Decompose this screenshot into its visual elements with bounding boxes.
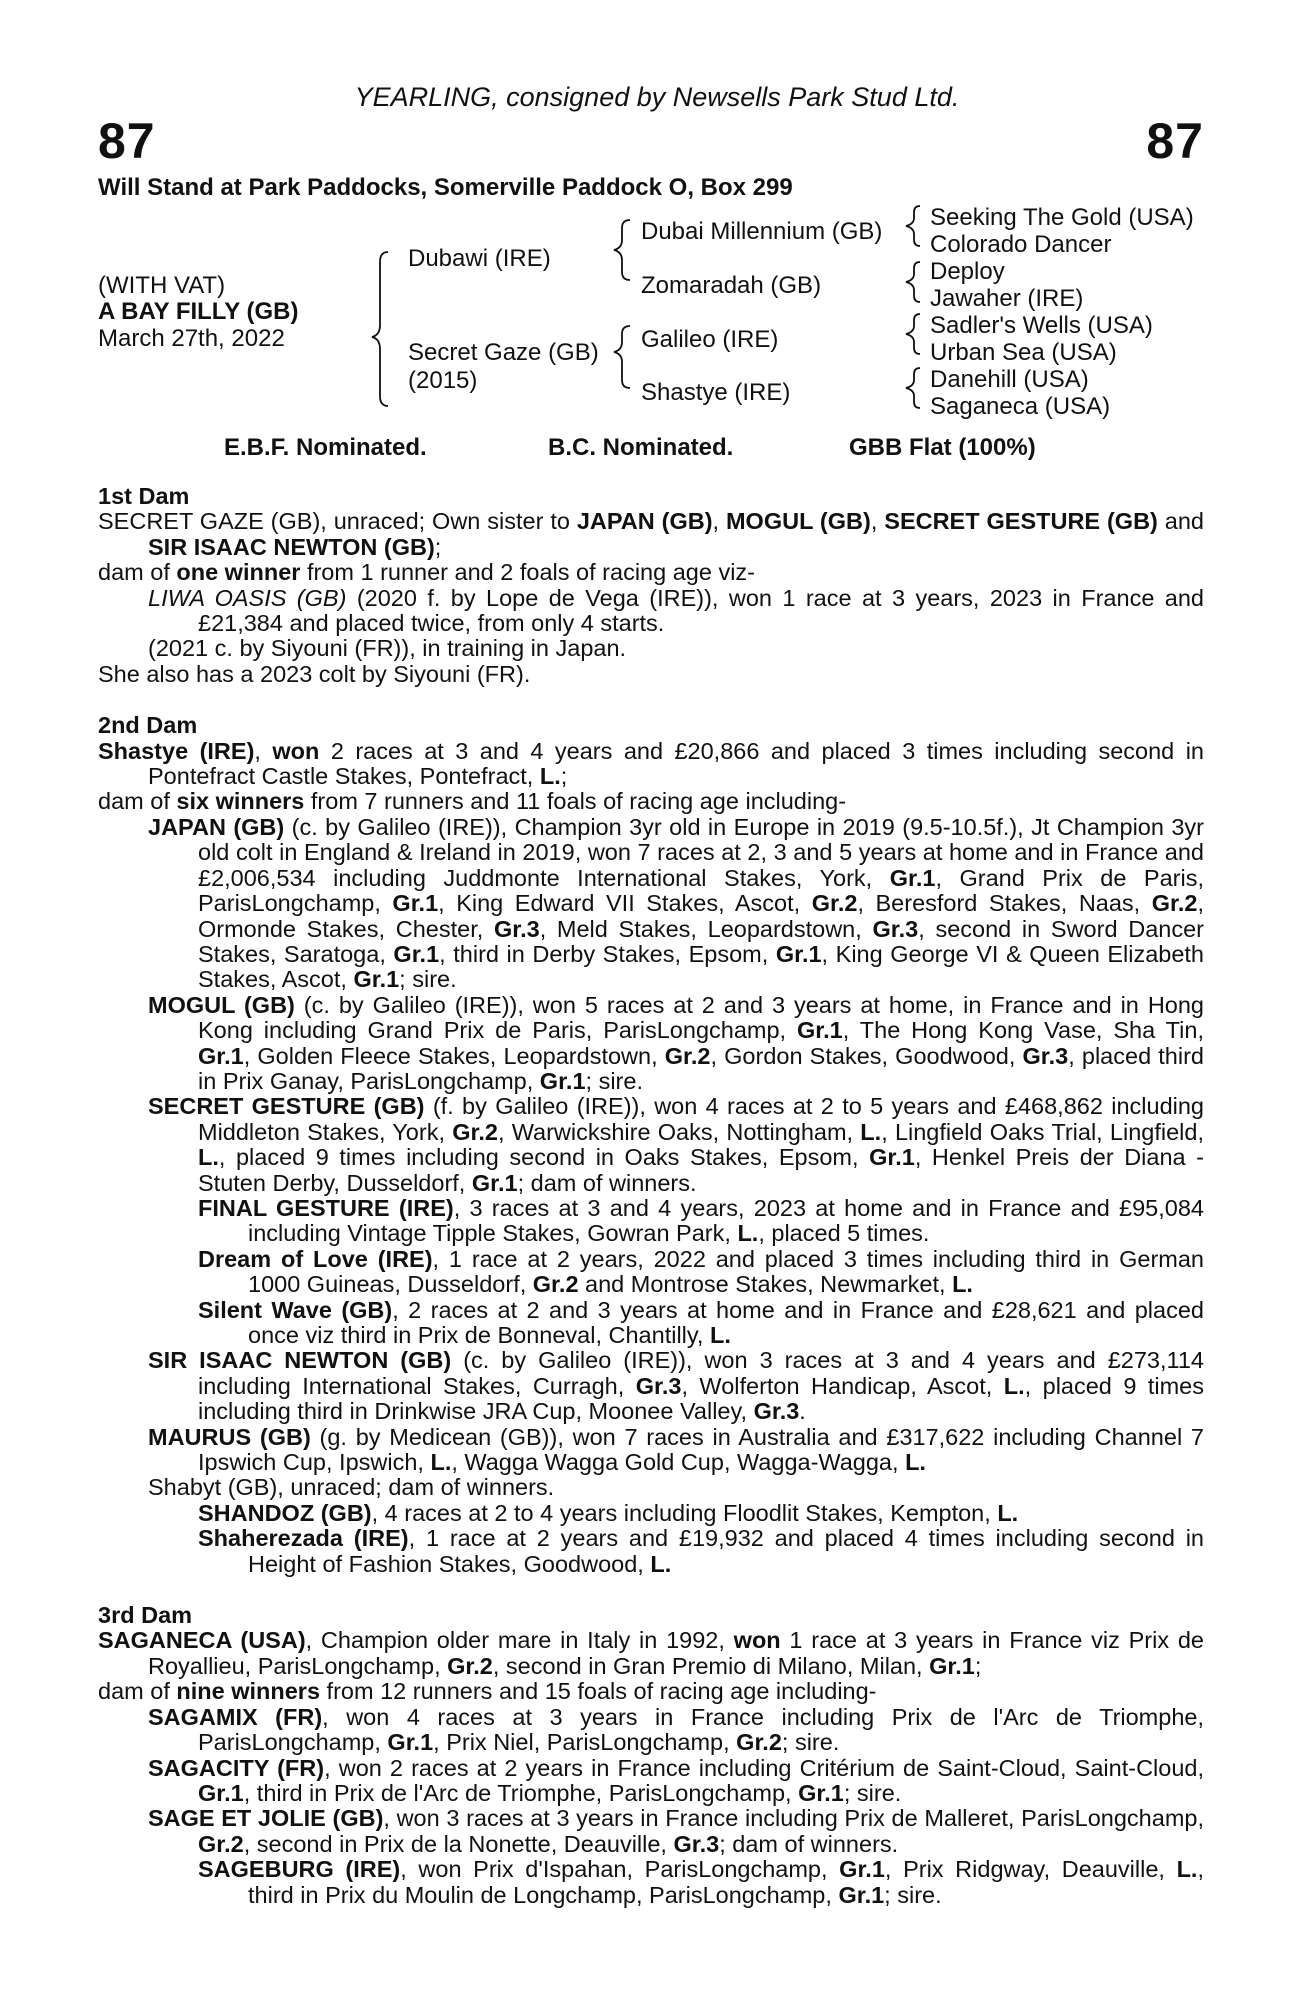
produce-shabyt: Shabyt (GB), unraced; dam of winners.	[148, 1474, 555, 1501]
produce-shaherezada: Shaherezada (IRE), 1 race at 2 years and £19,932 and placed 4 times including second in Height of Fashion Stakes, Goodwood, L.	[198, 1525, 1205, 1577]
first-dam-produce-2021: (2021 c. by Siyouni (FR)), in training in Japan.	[148, 635, 627, 662]
pedigree-sdd: Jawaher (IRE)	[930, 285, 1084, 312]
third-dam-intro: SAGANECA (USA), Champion older mare in Italy in 1992, won 1 race at 3 years in France viz Prix de Royallieu, ParisLongchamp, Gr.2, second in Gran Premio di Milano, Milan, Gr.1;	[98, 1627, 1204, 1679]
horse-name: A BAY FILLY (GB)	[98, 298, 299, 325]
produce-sage-et-jolie: SAGE ET JOLIE (GB), won 3 races at 3 years in France including Prix de Malleret, ParisLongchamp, Gr.2, second in Prix de la Nonette, Deauville, Gr.3; dam of winners.	[148, 1805, 1204, 1857]
first-dam-produce-2023: She also has a 2023 colt by Siyouni (FR).	[98, 660, 531, 687]
pedigree-dam-dam: Shastye (IRE)	[641, 379, 791, 406]
ebf-nomination: E.B.F. Nominated.	[224, 434, 427, 461]
produce-maurus: MAURUS (GB) (g. by Medicean (GB)), won 7 races in Australia and £317,622 including Channel 7 Ipswich Cup, Ipswich, L., Wagga Wagga Gold Cup, Wagga-Wagga, L.	[148, 1423, 1204, 1476]
produce-sagamix: SAGAMIX (FR), won 4 races at 3 years in France including Prix de l'Arc de Triomphe, ParisLongchamp, Gr.1, Prix Niel, ParisLongchamp, Gr.2; sire.	[148, 1703, 1204, 1756]
third-dam-heading: 3rd Dam	[98, 1602, 193, 1629]
second-dam-intro: Shastye (IRE), won 2 races at 3 and 4 years and £20,866 and placed 3 times including second in Pontefract Castle Stakes, Pontefract, L.;	[98, 737, 1204, 790]
pedigree-sire-sire: Dubai Millennium (GB)	[641, 218, 883, 245]
catalogue-subtitle: YEARLING, consigned by Newsells Park Stud Ltd.	[354, 82, 960, 112]
first-dam-heading: 1st Dam	[98, 483, 190, 509]
produce-japan: JAPAN (GB) (c. by Galileo (IRE)), Champion 3yr old in Europe in 2019 (9.5-10.5f.), Jt Champion 3yr old colt in England & Ireland in 2019, won 7 races at 2, 3 and 5 years at home and in France and £2,006,534 including Juddmonte International Stakes, York, Gr.1, Grand Prix de Paris, ParisLongchamp, Gr.1, King Edward VII Stakes, Ascot, Gr.2, Beresford Stakes, Naas, Gr.2, Ormonde Stakes, Chester, Gr.3, Meld Stakes, Leopardstown, Gr.3, second in Sword Dancer Stakes, Saratoga, Gr.1, third in Derby Stakes, Epsom, Gr.1, King George VI & Queen Elizabeth Stakes, Ascot, Gr.1; sire.	[148, 813, 1205, 993]
pedigree-dds: Danehill (USA)	[930, 366, 1089, 393]
catalogue-body	[98, 484, 1204, 1908]
second-dam-produce-summary: dam of six winners from 7 runners and 11 foals of racing age including-	[98, 788, 847, 815]
pedigree-ssd: Colorado Dancer	[930, 231, 1112, 258]
produce-sagacity: SAGACITY (FR), won 2 races at 2 years in France including Critérium de Saint-Cloud, Saint-Cloud, Gr.1, third in Prix de l'Arc de Triomphe, ParisLongchamp, Gr.1; sire.	[148, 1754, 1204, 1806]
stable-location: Will Stand at Park Paddocks, Somerville Paddock O, Box 299	[98, 174, 793, 201]
lot-number-right: 87	[1146, 113, 1204, 169]
pedigree-dss: Sadler's Wells (USA)	[930, 312, 1153, 339]
produce-mogul: MOGUL (GB) (c. by Galileo (IRE)), won 5 races at 2 and 3 years at home, in France and in Hong Kong including Grand Prix de Paris, ParisLongchamp, Gr.1, The Hong Kong Vase, Sha Tin, Gr.1, Golden Fleece Stakes, Leopardstown, Gr.2, Gordon Stakes, Goodwood, Gr.3, placed third in Prix Ganay, ParisLongchamp, Gr.1; sire.	[148, 991, 1204, 1094]
produce-final-gesture: FINAL GESTURE (IRE), 3 races at 3 and 4 years, 2023 at home and in France and £95,084 including Vintage Tipple Stakes, Gowran Park, L., placed 5 times.	[198, 1194, 1204, 1247]
vat-note: (WITH VAT)	[98, 272, 226, 299]
produce-shandoz: SHANDOZ (GB), 4 races at 2 to 4 years including Floodlit Stakes, Kempton, L.	[198, 1499, 1019, 1526]
pedigree-dam-sire: Galileo (IRE)	[641, 326, 779, 353]
produce-secret-gesture: SECRET GESTURE (GB) (f. by Galileo (IRE)), won 4 races at 2 to 5 years and £468,862 including Middleton Stakes, York, Gr.2, Warwickshire Oaks, Nottingham, L., Lingfield Oaks Trial, Lingfield, L., placed 9 times including second in Oaks Stakes, Epsom, Gr.1, Henkel Preis der Diana - Stuten Derby, Dusseldorf, Gr.1; dam of winners.	[148, 1093, 1204, 1196]
pedigree-dsd: Urban Sea (USA)	[930, 339, 1117, 366]
pedigree-ddd: Saganeca (USA)	[930, 393, 1111, 420]
pedigree-dam-year: (2015)	[408, 367, 478, 394]
gbb-flat: GBB Flat (100%)	[849, 434, 1036, 461]
produce-sir-isaac-newton: SIR ISAAC NEWTON (GB) (c. by Galileo (IRE)), won 3 races at 3 and 4 years and £273,114 including International Stakes, Curragh, Gr.3, Wolferton Handicap, Ascot, L., placed 9 times including third in Drinkwise JRA Cup, Moonee Valley, Gr.3.	[148, 1347, 1204, 1425]
pedigree-sss: Seeking The Gold (USA)	[930, 204, 1194, 231]
first-dam-intro: SECRET GAZE (GB), unraced; Own sister to JAPAN (GB), MOGUL (GB), SECRET GESTURE (GB) and SIR ISAAC NEWTON (GB);	[98, 508, 1204, 560]
pedigree-dam: Secret Gaze (GB)	[408, 339, 599, 366]
pedigree-sds: Deploy	[930, 258, 1005, 285]
bc-nomination: B.C. Nominated.	[548, 434, 734, 461]
produce-silent-wave: Silent Wave (GB), 2 races at 2 and 3 years at home and in France and £28,621 and placed once viz third in Prix de Bonneval, Chantilly, L.	[198, 1296, 1204, 1348]
produce-dream-of-love: Dream of Love (IRE), 1 race at 2 years, 2022 and placed 3 times including third in German 1000 Guineas, Dusseldorf, Gr.2 and Montrose Stakes, Newmarket, L.	[198, 1245, 1204, 1298]
second-dam-heading: 2nd Dam	[98, 712, 198, 739]
horse-dob: March 27th, 2022	[98, 325, 285, 352]
third-dam-produce-summary: dam of nine winners from 12 runners and 15 foals of racing age including-	[98, 1678, 877, 1705]
produce-sageburg: SAGEBURG (IRE), won Prix d'Ispahan, ParisLongchamp, Gr.1, Prix Ridgway, Deauville, L., third in Prix du Moulin de Longchamp, ParisLongchamp, Gr.1; sire.	[198, 1856, 1204, 1908]
first-dam-produce-summary: dam of one winner from 1 runner and 2 foals of racing age viz-	[98, 559, 755, 586]
pedigree-sire-dam: Zomaradah (GB)	[641, 272, 822, 299]
first-dam-produce-liwa-oasis: LIWA OASIS (GB) (2020 f. by Lope de Vega (IRE)), won 1 race at 3 years, 2023 in France and £21,384 and placed twice, from only 4 starts.	[148, 584, 1205, 637]
lot-number-left: 87	[98, 113, 156, 169]
pedigree-sire: Dubawi (IRE)	[408, 245, 551, 272]
